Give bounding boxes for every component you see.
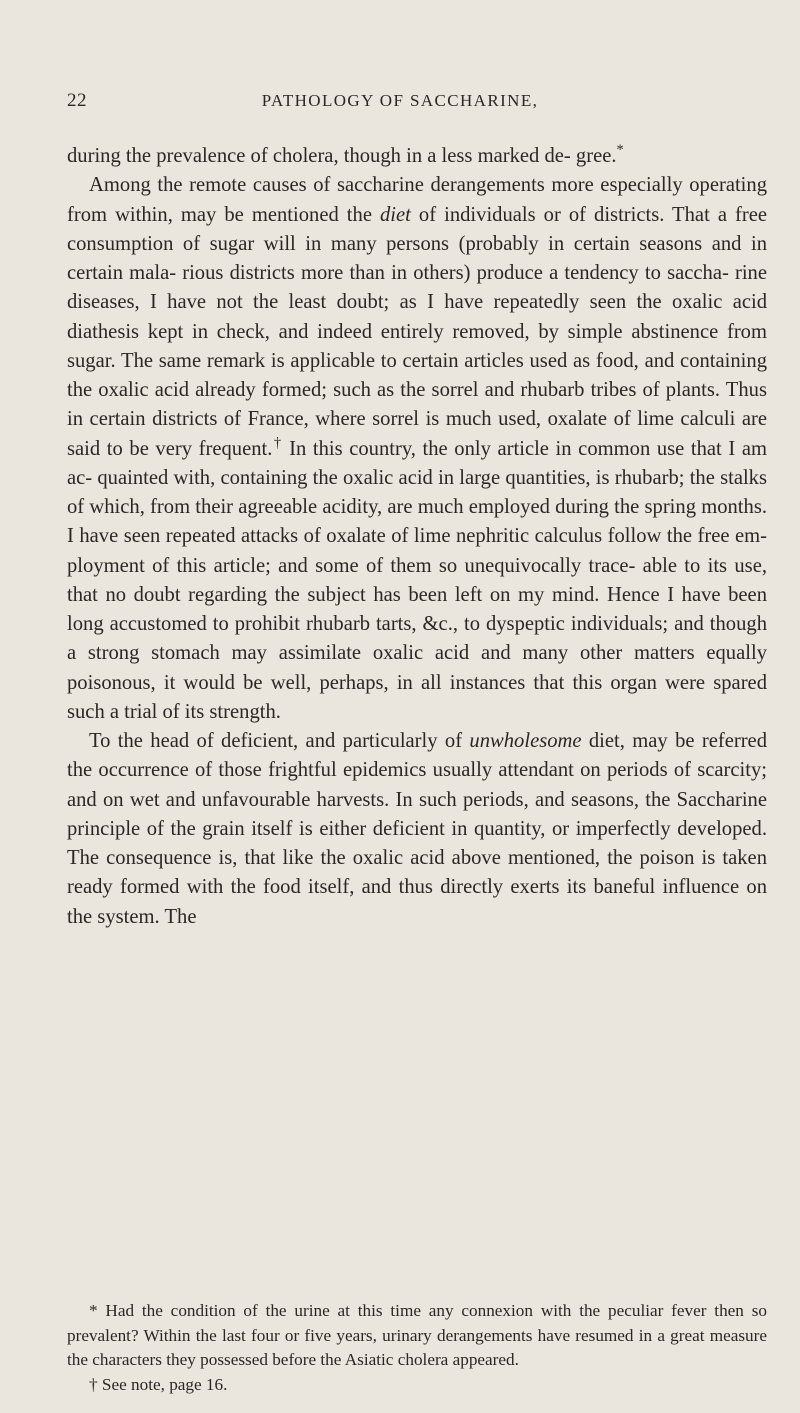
footnote-2: † See note, page 16. (89, 1374, 228, 1394)
emphasis-unwholesome: unwholesome (469, 730, 582, 752)
footnote-ref-dagger: † (272, 434, 283, 451)
page-number: 22 (67, 90, 87, 111)
paragraph-unwholesome (67, 727, 767, 932)
paragraph-continuation (67, 142, 767, 171)
paragraph-text: In this country, the only article in common use that I am ac- quainted with, containing the oxalic acid in large quantities, is rhubarb; the stalks of which, from their agreeable acidity, are much employed during the spring months. I have seen repeated attacks of oxalate of lime nephritic calculus follow the free em- ployment of this article; and some of them so unequivocally trace- able to its use, that no doubt regarding the subject has been left on my mind. Hence I have been long accustomed to prohibit rhubarb tarts, &c., to dyspeptic individuals; and though a strong stomach may assimilate oxalic acid and many other matters equally poisonous, it would be well, perhaps, in all instances that this organ were spared such a trial of its strength. (67, 437, 767, 723)
footnote-1: * Had the condition of the urine at this time any connexion with the peculiar fever then so prevalent? Within the last four or five years, urinary derangements have resumed in a great measure the characters they possessed before the Asiatic cholera appeared. (67, 1301, 767, 1370)
paragraph-diet (67, 171, 767, 727)
paragraph-text: To the head of deficient, and particularly of (89, 730, 470, 752)
running-head: PATHOLOGY OF SACCHARINE, (261, 91, 539, 110)
paragraph-text: during the prevalence of cholera, though in a less marked de- gree. (67, 145, 617, 167)
body-text (67, 142, 767, 932)
footnote-ref-asterisk: * (616, 142, 624, 159)
page-header (67, 90, 733, 114)
paragraph-text: diet, may be referred the occurrence of those frightful epidemics usually attendant on periods of scarcity; and on wet and unfavourable harvests. In such periods, and seasons, the Saccharine principle of the grain itself is either deficient in quantity, or imperfectly developed. The consequence is, that like the oxalic acid above mentioned, the poison is taken ready formed with the food itself, and thus directly exerts its baneful influence on the system. The (67, 730, 767, 928)
emphasis-diet: diet (380, 203, 411, 226)
paragraph-text: Among the remote causes of saccharine derangements more especially operating from within, may be mentioned the (67, 174, 767, 226)
paragraph-text: of individuals or of districts. That a free consumption of sugar will in many persons (probably in certain seasons and in certain mala- rious districts more than in others) produce a tendency to saccha- rine diseases, I have not the least doubt; as I have repeatedly seen the oxalic acid diathesis kept in check, and indeed entirely removed, by simple abstinence from sugar. The same remark is applicable to certain articles used as food, and containing the oxalic acid already formed; such as the sorrel and rhubarb tribes of plants. Thus in certain districts of France, where sorrel is much used, oxalate of lime calculi are said to be very frequent. (67, 203, 768, 460)
footnotes (67, 1299, 767, 1397)
